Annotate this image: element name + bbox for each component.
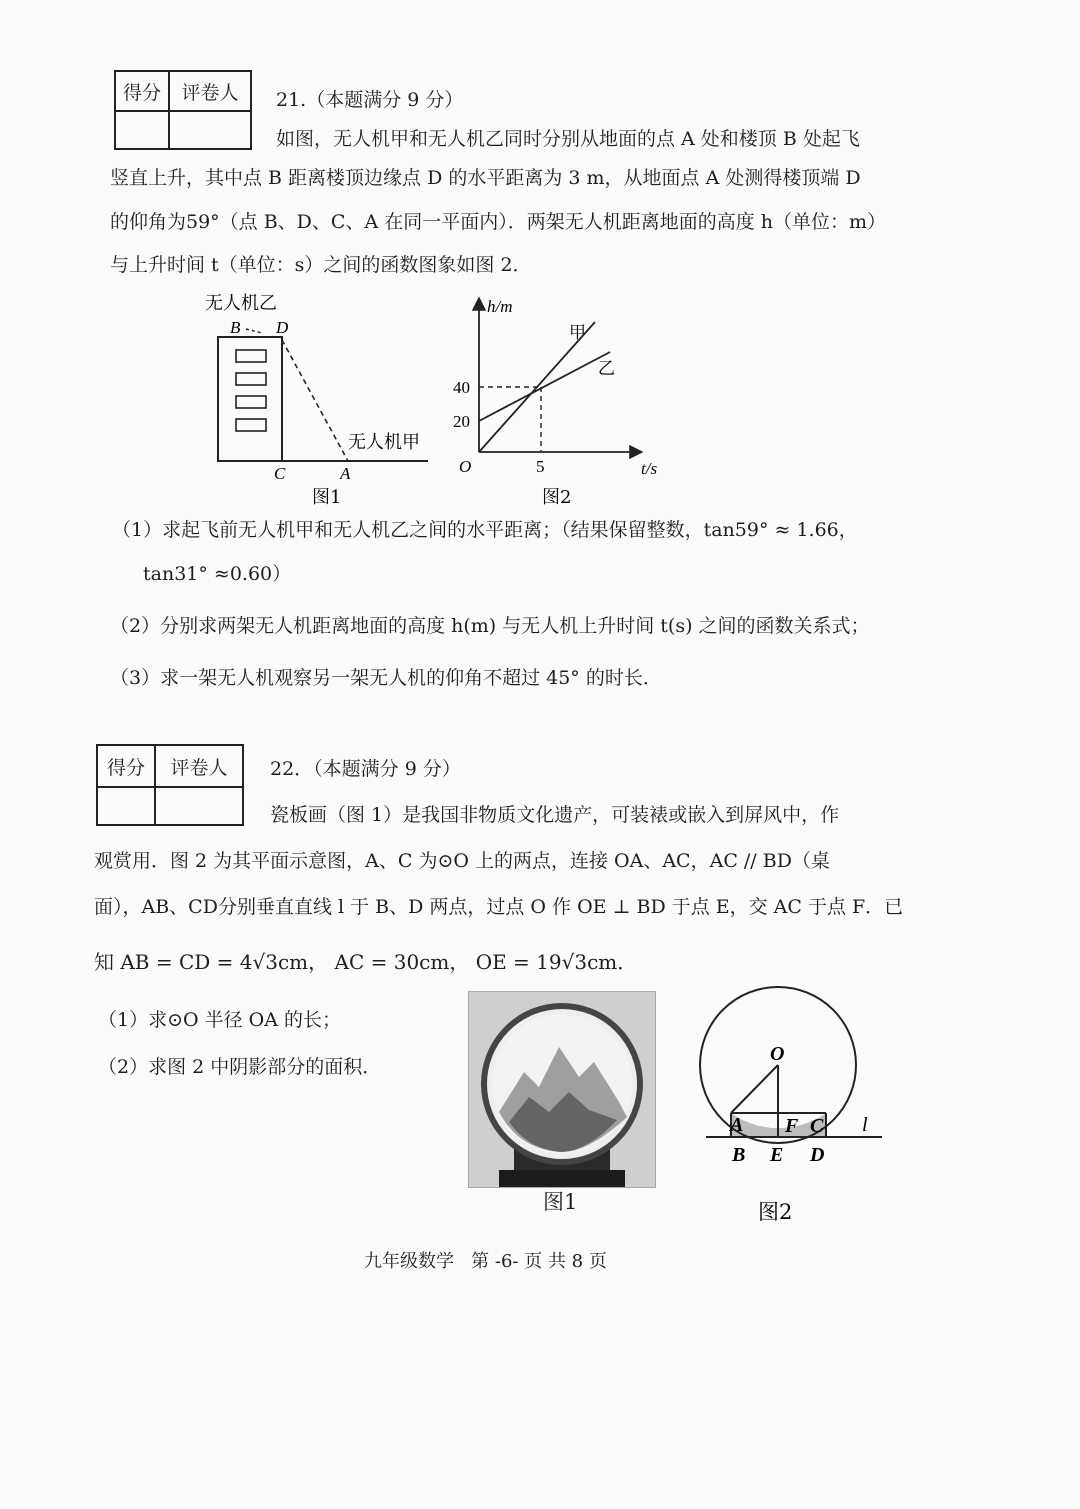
line-jia-label: 甲 — [569, 323, 586, 343]
q21-score-box — [114, 70, 252, 150]
window — [236, 396, 266, 408]
point-a-label: A — [340, 464, 351, 483]
segment-oa — [731, 1065, 778, 1113]
drone-a-label: 无人机甲 — [348, 432, 420, 453]
q22-score-box — [96, 744, 244, 826]
point-b-label: B — [732, 1144, 746, 1166]
window — [236, 373, 266, 385]
q21-figure-1 — [200, 285, 440, 510]
q22-line-3: 面），AB、CD分别垂直直线 l 于 B、D 两点，过点 O 作 OE ⊥ BD 于点 E，交 AC 于点 F．已 — [94, 896, 904, 918]
score-header: 得分 — [115, 71, 169, 111]
q21-line-2: 竖直上升，其中点 B 距离楼顶边缘点 D 的水平距离为 3 m，从地面点 A 处测得楼顶端 D — [110, 167, 861, 189]
grader-header: 评卷人 — [169, 71, 251, 111]
q21-sub3: （3）求一架无人机观察另一架无人机的仰角不超过 45° 的时长． — [110, 667, 662, 689]
x-axis-label: t/s — [641, 459, 658, 478]
point-f-label: F — [785, 1115, 799, 1137]
figure-caption: 图2 — [758, 1200, 793, 1224]
sight-line-ad — [282, 340, 348, 461]
q21-sub1-b: tan31° ≈0.60） — [143, 563, 292, 585]
q22-figure-2 — [690, 985, 890, 1225]
q21-figure-2 — [445, 290, 665, 510]
building — [218, 337, 282, 461]
window — [236, 350, 266, 362]
q21-line-4: 与上升时间 t（单位：s）之间的函数图象如图 2． — [110, 254, 532, 276]
q21-title: 21.（本题满分 9 分） — [276, 89, 464, 111]
point-c-label: C — [274, 464, 286, 483]
x-tick-5: 5 — [536, 457, 545, 476]
q22-sub1: （1）求⊙O 半径 OA 的长； — [98, 1009, 342, 1031]
q22-title: 22．（本题满分 9 分） — [270, 758, 461, 780]
q22-line-1: 瓷板画（图 1）是我国非物质文化遗产，可装裱或嵌入到屏风中，作 — [270, 804, 840, 826]
y-tick-20: 20 — [453, 412, 470, 431]
origin-label: O — [459, 457, 472, 476]
point-b-label: B — [230, 318, 241, 337]
grader-cell[interactable] — [155, 787, 243, 825]
plate-illustration — [469, 992, 655, 1187]
q21-line-3: 的仰角为59°（点 B、D、C、A 在同一平面内）．两架无人机距离地面的高度 h（单位：m） — [110, 211, 887, 233]
q22-line-4: 知 AB = CD = 4√3cm， AC = 30cm， OE = 19√3cm． — [94, 950, 638, 974]
q22-sub2: （2）求图 2 中阴影部分的面积． — [98, 1056, 382, 1078]
point-a-label: A — [730, 1114, 744, 1136]
q22-fig1-caption: 图1 — [543, 1190, 578, 1214]
point-o-label: O — [770, 1043, 785, 1065]
figure-caption: 图2 — [542, 487, 572, 508]
q21-sub2: （2）分别求两架无人机距离地面的高度 h(m) 与无人机上升时间 t(s) 之间的函数关系式； — [110, 615, 870, 637]
grader-cell[interactable] — [169, 111, 251, 149]
figure-caption: 图1 — [312, 487, 342, 508]
porcelain-plate-photo — [468, 991, 656, 1188]
point-d-label: D — [810, 1144, 825, 1166]
y-tick-40: 40 — [453, 378, 470, 397]
point-d-label: D — [276, 318, 289, 337]
line-l-label: l — [862, 1114, 868, 1136]
score-cell[interactable] — [97, 787, 155, 825]
score-header: 得分 — [97, 745, 155, 787]
q21-line-1: 如图，无人机甲和无人机乙同时分别从地面的点 A 处和楼顶 B 处起飞 — [276, 128, 860, 150]
q22-line-2: 观赏用．图 2 为其平面示意图，A、C 为⊙O 上的两点，连接 OA、AC，AC // BD（桌 — [94, 850, 830, 872]
point-c-label: C — [810, 1115, 824, 1137]
point-e-label: E — [770, 1144, 784, 1166]
grader-header: 评卷人 — [155, 745, 243, 787]
line-yi-label: 乙 — [598, 359, 615, 379]
window — [236, 419, 266, 431]
page-footer: 九年级数学 第 -6- 页 共 8 页 — [364, 1251, 607, 1272]
drone-b-label: 无人机乙 — [205, 293, 277, 314]
drone-b-path — [246, 329, 262, 333]
q21-sub1-a: （1）求起飞前无人机甲和无人机乙之间的水平距离；（结果保留整数，tan59° ≈ 1.66， — [112, 519, 858, 541]
y-axis-label: h/m — [487, 297, 513, 316]
score-cell[interactable] — [115, 111, 169, 149]
